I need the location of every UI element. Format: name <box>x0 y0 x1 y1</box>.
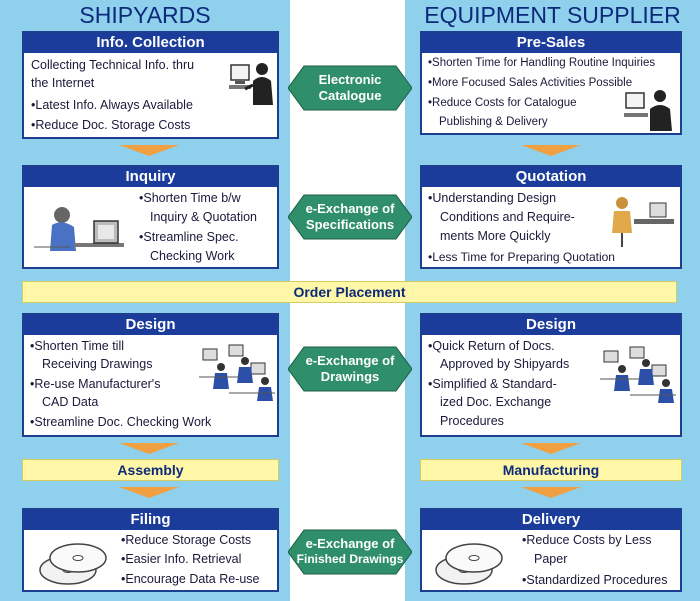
supplier-design-header: Design <box>422 315 680 335</box>
shipyard-design-header: Design <box>24 315 277 335</box>
flow-arrow <box>119 443 179 454</box>
quotation-bullet: • Understanding Design <box>428 189 556 208</box>
manufacturing-bar: Manufacturing <box>420 459 682 481</box>
exchange-label: Electronic <box>318 72 382 87</box>
exchange-label: Specifications <box>305 217 395 232</box>
exchange-label: e-Exchange of <box>305 353 395 368</box>
exchange-arrow-catalogue <box>288 64 412 112</box>
shipyard-design-bullet: • Re-use Manufacturer's <box>30 375 160 394</box>
filing-bullet: • Easier Info. Retrieval <box>121 550 241 569</box>
shipyards-title: SHIPYARDS <box>79 2 211 28</box>
filing-bullet: • Encourage Data Re-use <box>121 570 260 589</box>
delivery-header: Delivery <box>422 510 680 530</box>
exchange-label: Finished Drawings <box>296 552 404 566</box>
engineer-at-desk-illustration <box>600 193 676 249</box>
design-office-illustration <box>199 343 277 405</box>
supplier-design-bullet: • Simplified & Standard- <box>428 375 557 394</box>
supplier-design-line: Approved by Shipyards <box>440 357 570 371</box>
exchange-label: Catalogue <box>318 88 382 103</box>
order-placement-bar: Order Placement <box>22 281 677 303</box>
exchange-label: e-Exchange of <box>305 201 395 216</box>
pre-sales-line: Publishing & Delivery <box>439 116 548 128</box>
delivery-line: Paper <box>534 552 568 566</box>
discs-icon <box>38 538 110 588</box>
inquiry-line: Checking Work <box>150 249 235 263</box>
exchange-arrow-specifications <box>288 193 412 241</box>
pre-sales-bullet: • Reduce Costs for Catalogue <box>428 94 577 113</box>
info-collection-line2: the Internet <box>31 76 95 90</box>
supplier-design-bullet: • Quick Return of Docs. <box>428 337 555 356</box>
shipyard-design-line: Receiving Drawings <box>42 357 153 371</box>
info-collection-panel <box>22 31 279 139</box>
exchange-label: e-Exchange of <box>305 536 395 551</box>
shipyard-design-bullet: • Streamline Doc. Checking Work <box>30 413 211 432</box>
discs-icon <box>434 538 506 588</box>
exchange-label: Drawings <box>320 369 380 384</box>
flow-arrow <box>521 487 581 498</box>
supplier-design-panel <box>420 313 682 437</box>
telephone-operator-illustration <box>34 201 134 261</box>
inquiry-panel <box>22 165 279 269</box>
quotation-line: Conditions and Require- <box>440 210 575 224</box>
supplier-design-line: Procedures <box>440 414 504 428</box>
info-collection-line1: Collecting Technical Info. thru <box>31 58 195 72</box>
delivery-bullet: • Reduce Costs by Less <box>522 531 651 550</box>
filing-bullet: • Reduce Storage Costs <box>121 531 251 550</box>
info-collection-bullet: • Latest Info. Always Available <box>31 96 193 115</box>
quotation-bullet: • Less Time for Preparing Quotation <box>428 248 615 267</box>
info-collection-header: Info. Collection <box>24 33 277 53</box>
pre-sales-bullet: • More Focused Sales Activities Possible <box>428 74 632 93</box>
exchange-arrow-drawings <box>288 345 412 393</box>
shipyard-design-panel <box>22 313 279 437</box>
quotation-panel <box>420 165 682 269</box>
pre-sales-header: Pre-Sales <box>422 33 680 53</box>
computer-user-illustration <box>229 59 275 107</box>
assembly-bar: Assembly <box>22 459 279 481</box>
quotation-header: Quotation <box>422 167 680 187</box>
inquiry-line: Inquiry & Quotation <box>150 210 258 224</box>
flow-arrow <box>119 145 179 156</box>
quotation-line: ments More Quickly <box>440 229 551 243</box>
shipyard-design-line: CAD Data <box>42 395 99 409</box>
info-collection-bullet: • Reduce Doc. Storage Costs <box>31 116 190 135</box>
inquiry-bullet: • Streamline Spec. <box>139 228 239 247</box>
supplier-design-line: ized Doc. Exchange <box>440 395 552 409</box>
inquiry-bullet: • Shorten Time b/w <box>139 189 241 208</box>
inquiry-header: Inquiry <box>24 167 277 187</box>
filing-panel <box>22 508 279 592</box>
flow-arrow <box>521 145 581 156</box>
computer-user-illustration <box>624 87 676 133</box>
design-office-illustration <box>600 345 678 407</box>
pre-sales-bullet: • Shorten Time for Handling Routine Inquiries <box>428 54 655 73</box>
flow-arrow <box>119 487 179 498</box>
pre-sales-panel <box>420 31 682 135</box>
delivery-panel <box>420 508 682 592</box>
shipyard-design-bullet: • Shorten Time till <box>30 337 124 356</box>
exchange-arrow-finished-drawings <box>288 528 412 576</box>
flow-arrow <box>521 443 581 454</box>
filing-header: Filing <box>24 510 277 530</box>
supplier-title: EQUIPMENT SUPPLIER <box>424 2 681 28</box>
delivery-bullet: • Standardized Procedures <box>522 571 667 590</box>
